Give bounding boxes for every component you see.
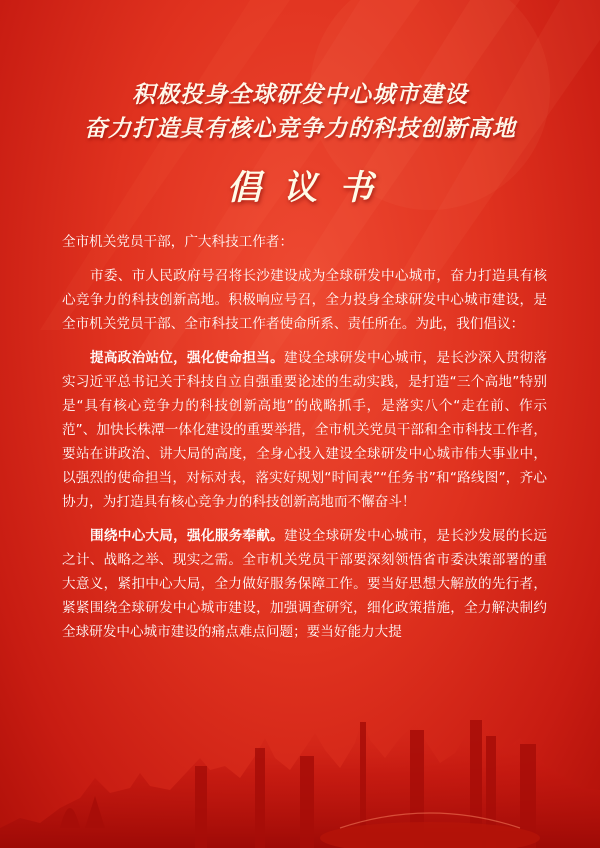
main-title-line-1: 积极投身全球研发中心城市建设 <box>132 81 468 108</box>
paragraph-intro <box>62 264 547 336</box>
paragraph-serve-center-text: 建设全球研发中心城市，是长沙发展的长远之计、战略之举、现实之需。全市机关党员干部要深刻领悟省市委决策部署的重大意义，紧扣中心大局，全力做好服务保障工作。要当好思想大解放的先行者，紧紧围绕全球研发中心城市建设，加强调查研究，细化政策措施，全力解决制约全球研发中心城市建设的痛点难点问题；要当好能力大提 <box>62 528 548 640</box>
paragraph-intro-text: 市委、市人民政府号召将长沙建设成为全球研发中心城市，奋力打造具有核心竞争力的科技创新高地。积极响应号召，全力投身全球研发中心城市建设，是全市机关党员干部、全市科技工作者使命所系、责任所在。为此，我们倡议： <box>62 268 547 332</box>
paragraph-political-stance-text: 建设全球研发中心城市，是长沙深入贯彻落实习近平总书记关于科技自立自强重要论述的生动实践，是打造“三个高地”特别是“具有核心竞争力的科技创新高地”的战略抓手，是落实八个“走在前、作示范”、加快长株潭一体化建设的重要举措，全市机关党员干部和全市科技工作者，要站在讲政治、讲大局的高度，全身心投入建设全球研发中心城市伟大事业中，以强烈的使命担当，对标对表，落实好规划“时间表”“任务书”和“路线图”，齐心协力，为打造具有核心竞争力的科技创新高地而不懈奋斗！ <box>62 350 548 510</box>
paragraph-serve-center-lead: 围绕中心大局，强化服务奉献。 <box>90 528 284 544</box>
paragraph-serve-center <box>62 524 547 644</box>
city-skyline-illustration <box>0 678 600 848</box>
document-body <box>62 230 547 654</box>
main-title-line-2: 奋力打造具有核心竞争力的科技创新高地 <box>84 115 516 142</box>
addressee: 全市机关党员干部，广大科技工作者： <box>62 234 294 250</box>
document-heading: 倡议书 <box>227 168 395 208</box>
paragraph-political-stance <box>62 346 547 514</box>
paragraph-political-stance-lead: 提高政治站位，强化使命担当。 <box>90 350 284 366</box>
